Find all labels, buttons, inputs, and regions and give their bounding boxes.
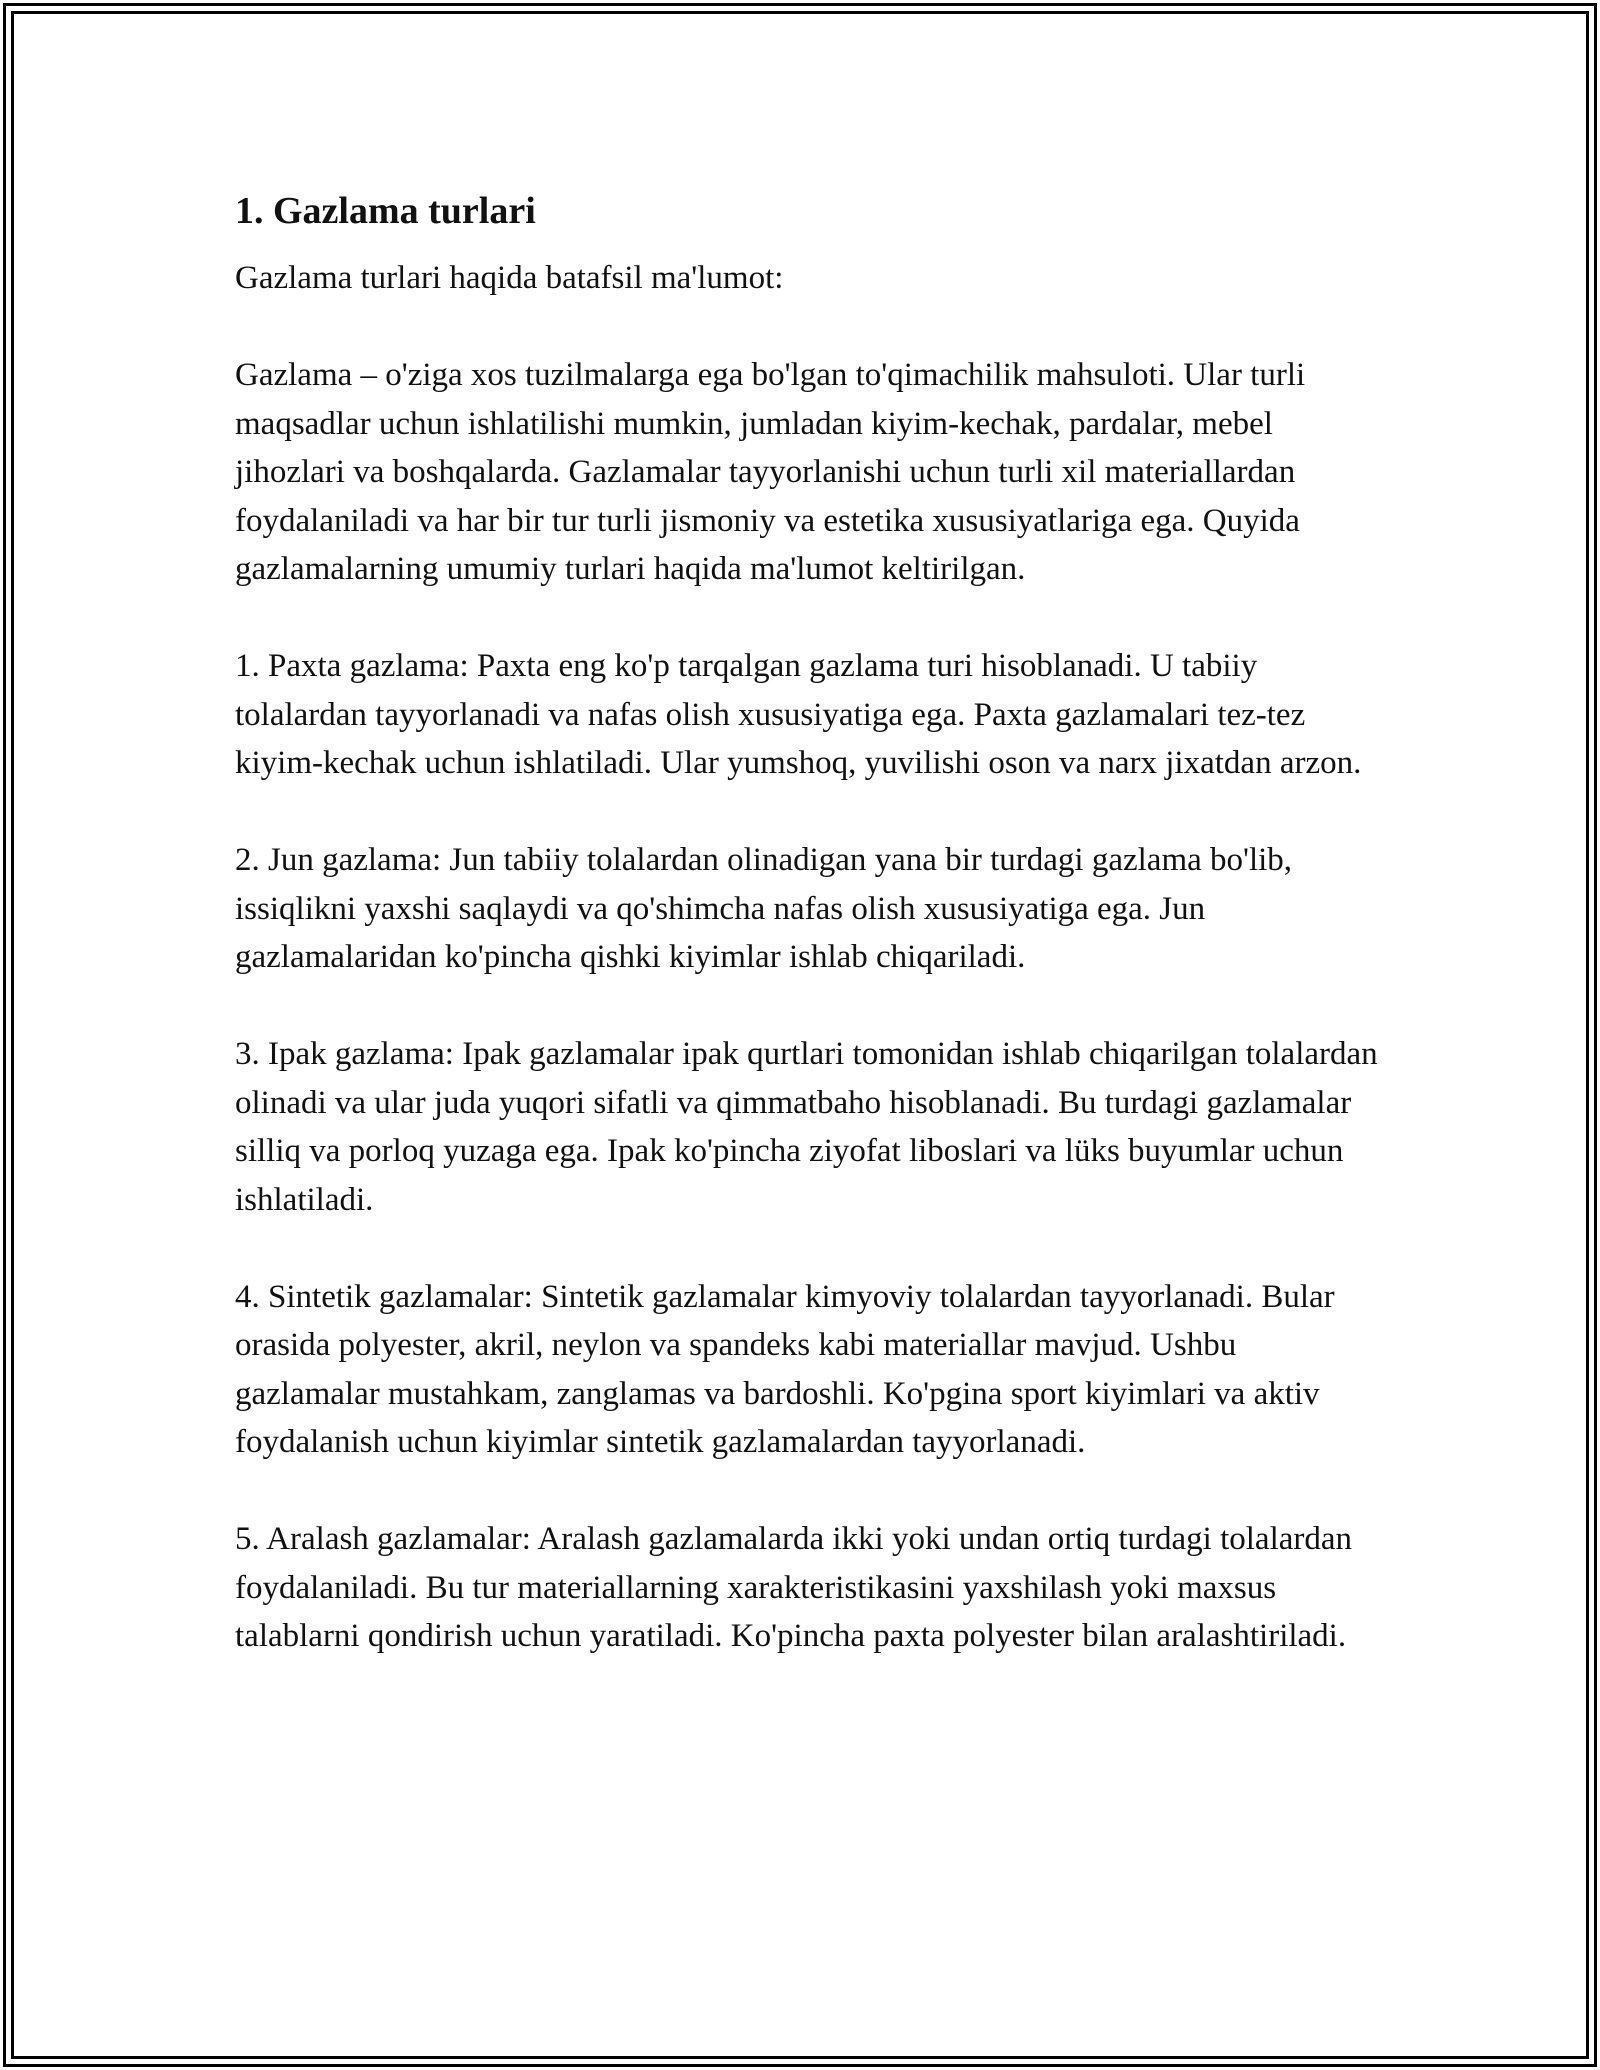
synthetic-fabric-paragraph: 4. Sintetik gazlamalar: Sintetik gazlamalar kimyoviy tolalardan tayyorlanadi. Bular orasida polyester, akril, neylon va spandeks kabi materiallar mavjud. Ushbu gazlamalar mustahkam, zanglamas va bardoshli. Ko'pgina sport kiyimlari va aktiv foydalanish uchun kiyimlar sintetik gazlamalardan tayyorlanadi. (235, 1278, 1335, 1460)
definition-paragraph: Gazlama – o'ziga xos tuzilmalarga ega bo'lgan to'qimachilik mahsuloti. Ular turli maqsadlar uchun ishlatilishi mumkin, jumladan kiyim-kechak, pardalar, mebel jihozlari va boshqalarda. Gazlamalar tayyorlanishi uchun turli xil materiallardan foydalaniladi va har bir tur turli jismoniy va estetika xususiyatlariga ega. Quyida gazlamalarning umumiy turlari haqida ma'lumot keltirilgan. (235, 357, 1306, 587)
blended-fabric-paragraph: 5. Aralash gazlamalar: Aralash gazlamalarda ikki yoki undan ortiq turdagi tolalardan foydalaniladi. Bu tur materiallarning xarakteristikasini yaxshilash yoki maxsus talablarni qondirish uchun yaratiladi. Ko'pincha paxta polyester bilan aralashtiriladi. (235, 1521, 1353, 1654)
silk-fabric-paragraph: 3. Ipak gazlama: Ipak gazlamalar ipak qurtlari tomonidan ishlab chiqarilgan tolalardan olinadi va ular juda yuqori sifatli va qimmatbaho hisoblanadi. Bu turdagi gazlamalar silliq va porloq yuzaga ega. Ipak ko'pincha ziyofat liboslari va lüks buyumlar uchun ishlatiladi. (235, 1036, 1378, 1218)
wool-fabric-paragraph: 2. Jun gazlama: Jun tabiiy tolalardan olinadigan yana bir turdagi gazlama bo'lib, issiqlikni yaxshi saqlaydi va qo'shimcha nafas olish xususiyatiga ega. Jun gazlamalaridan ko'pincha qishki kiyimlar ishlab chiqariladi. (235, 842, 1293, 975)
section-heading: 1. Gazlama turlari (235, 190, 536, 232)
document-body (235, 186, 1385, 1709)
intro-line: Gazlama turlari haqida batafsil ma'lumot: (235, 260, 784, 296)
cotton-fabric-paragraph: 1. Paxta gazlama: Paxta eng ko'p tarqalgan gazlama turi hisoblanadi. U tabiiy tolalardan tayyorlanadi va nafas olish xususiyatiga ega. Paxta gazlamalari tez-tez kiyim-kechak uchun ishlatiladi. Ular yumshoq, yuvilishi oson va narx jixatdan arzon. (235, 648, 1362, 781)
